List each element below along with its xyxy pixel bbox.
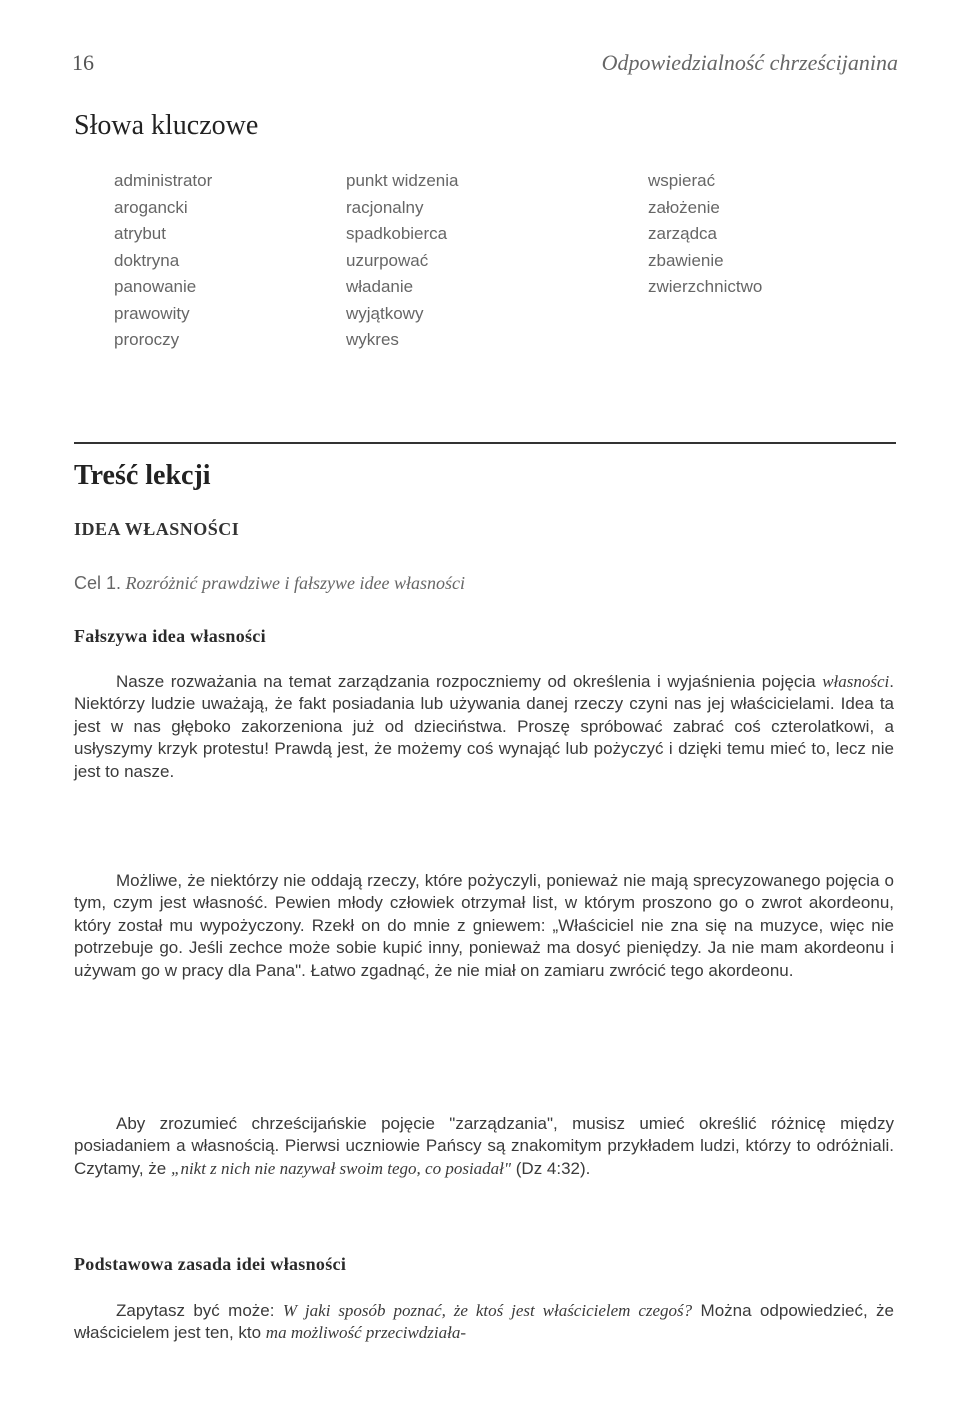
goal-text: Rozróżnić prawdziwe i fałszywe idee własności <box>125 573 466 593</box>
paragraph: Możliwe, że niektórzy nie oddają rzeczy, które pożyczyli, ponieważ nie mają sprecyzowanego pojęcia o tym, czym jest własność. Pewien młody człowiek otrzymał list, w którym proszono go o zwrot akordeonu, który został mu wypożyczony. Rzekł on do mnie z gniewem: „Właściciel nie zna się na muzyce, więc nie potrzebuje go. Jeśli zechce może sobie kupić inny, ponieważ ma dosyć pieniędzy. Ja nie mam akordeonu i używam go w pracy dla Pana". Łatwo zgadnąć, że nie miał on zamiaru zwrócić tego akordeonu. <box>74 871 894 980</box>
keywords-column-2 <box>346 168 458 354</box>
keyword-item: prawowity <box>114 303 190 323</box>
keyword-item: doktryna <box>114 250 180 270</box>
paragraph <box>74 1300 894 1345</box>
emphasis-text: własności <box>822 672 890 691</box>
emphasis-text: ma możliwość przeciwdziała- <box>265 1323 467 1343</box>
keyword-item: atrybut <box>114 224 166 243</box>
lesson-goal <box>74 573 465 594</box>
keyword-item: racjonalny <box>346 197 424 217</box>
paragraph <box>74 1113 894 1180</box>
keywords-column-3 <box>648 168 762 301</box>
paragraph-text: Nasze rozważania na temat zarządzania rozpoczniemy od określenia i wyjaśnienia pojęcia <box>116 672 823 691</box>
paragraph-text: Aby zrozumieć chrześcijańskie pojęcie "zarządzania", musisz umieć określić różnicę między posiadaniem a własnością. Pierwsi uczniowie Pańscy są znakomitym przykładem ludzi, którzy to odróżniali. Czytamy, że <box>74 1114 894 1178</box>
section-divider <box>74 442 896 444</box>
keyword-item: wykres <box>346 330 399 349</box>
paragraph-text: Zapytasz być może: <box>116 1301 283 1320</box>
scripture-reference: (Dz 4:32). <box>511 1158 591 1178</box>
keyword-item: wspierać <box>648 171 716 190</box>
keyword-item: władanie <box>346 277 414 296</box>
keywords-column-1 <box>114 168 212 354</box>
keyword-item: arogancki <box>114 197 188 217</box>
subsection-heading: Fałszywa idea własności <box>74 626 266 646</box>
keyword-item: spadkobierca <box>346 224 448 243</box>
lesson-heading: Treść lekcji <box>74 460 211 491</box>
keyword-item: zwierzchnictwo <box>648 277 763 296</box>
keyword-item: panowanie <box>114 277 197 296</box>
keyword-item: zarządca <box>648 224 717 243</box>
scripture-quote: „nikt z nich nie nazywał swoim tego, co posiadał" <box>170 1158 512 1178</box>
paragraph-text: . Niektórzy ludzie uważają, że fakt posiadania lub używania danej rzeczy czyni nas jej właścicielami. Idea ta jest w nas głęboko zakorzeniona już od dzieciństwa. Proszę spróbować zabrać coś czterolatkowi, a usłyszymy krzyk protestu! Prawdą jest, że możemy coś wynająć lub pożyczyć i dzięki temu mieć to, lecz nie jest to nasze. <box>74 672 894 781</box>
keyword-item: wyjątkowy <box>346 303 424 323</box>
keyword-item: zbawienie <box>648 250 724 270</box>
running-title: Odpowiedzialność chrześcijanina <box>601 50 898 75</box>
keywords-heading: Słowa kluczowe <box>74 110 259 141</box>
emphasis-text: W jaki sposób poznać, że ktoś jest właścicielem czegoś? <box>282 1301 693 1320</box>
paragraph-text: Można odpowiedzieć, że właścicielem jest ten, kto <box>74 1301 895 1343</box>
keyword-item: administrator <box>114 171 213 190</box>
section-heading: IDEA WŁASNOŚCI <box>74 519 240 539</box>
keyword-item: uzurpować <box>346 250 429 270</box>
page-number: 16 <box>72 50 94 75</box>
subsection-heading: Podstawowa zasada idei własności <box>74 1254 347 1274</box>
keyword-item: punkt widzenia <box>346 171 459 190</box>
keyword-item: założenie <box>648 197 720 217</box>
page-header <box>72 50 898 80</box>
goal-label: Cel 1. <box>74 573 122 593</box>
keyword-item: proroczy <box>114 330 180 349</box>
paragraph <box>74 671 894 783</box>
